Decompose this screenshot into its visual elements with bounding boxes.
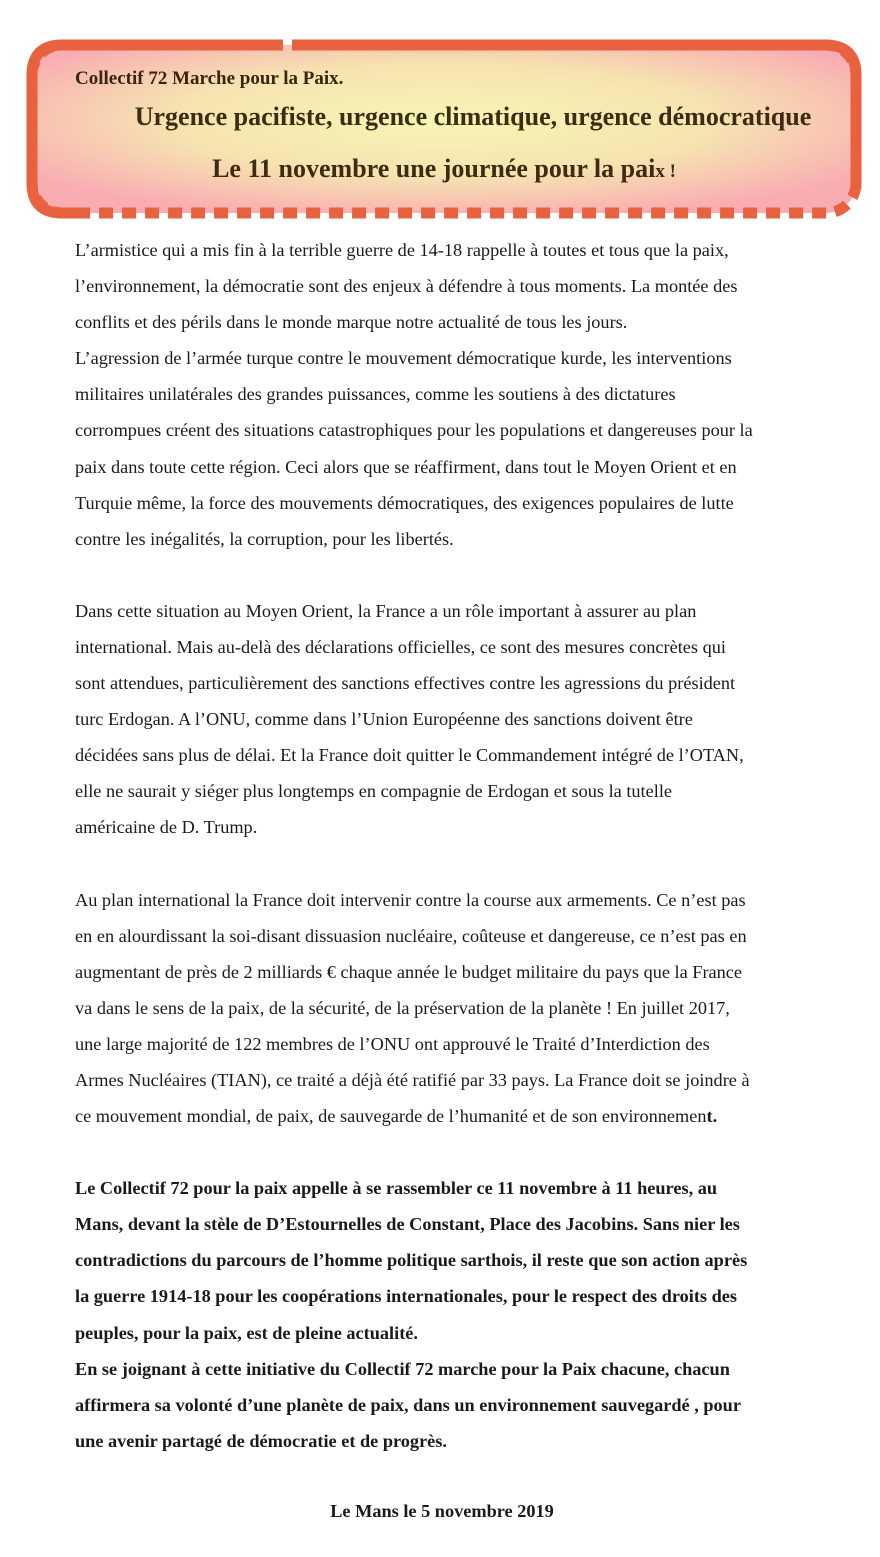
- headline-date-tail: x !: [655, 161, 676, 182]
- header-banner: [25, 38, 863, 220]
- paragraph-moyen-orient: Dans cette situation au Moyen Orient, la France a un rôle important à assurer au plan international. Mais au-delà des déclarations officielles, ce sont des mesures concrètes qui sont attendues, particulièrement des sanctions effectives contre les agressions du président turc Erdogan. A l’ONU, comme dans l’Union Européenne des sanctions doivent être décidées sans plus de délai. Et la France doit quitter le Commandement intégré de l’OTAN, elle ne saurait y siéger plus longtemps en compagnie de Erdogan et sous la tutelle américaine de D. Trump.: [75, 600, 744, 838]
- headline-urgences: Urgence pacifiste, urgence climatique, urgence démocratique: [134, 102, 812, 131]
- signature-date: Le Mans le 5 novembre 2019: [330, 1501, 554, 1521]
- paragraph-appel: Le Collectif 72 pour la paix appelle à se rassembler ce 11 novembre à 11 heures, au Mans, devant la stèle de D’Estournelles de Constant, Place des Jacobins. Sans nier les contradictions du parcours de l’homme politique sarthois, il reste que son action après la guerre 1914-18 pour les coopérations internationales, pour le respect des droits des peuples, pour la paix, est de pleine actualité. En se joignant à cette initiative du Collectif 72 marche pour la Paix chacune, chacun affirmera sa volonté d’une planète de paix, dans un environnement sauvegardé , pour une avenir partagé de démocratie et de progrès.: [75, 1178, 748, 1451]
- paragraph-armistice: L’armistice qui a mis fin à la terrible guerre de 14-18 rappelle à toutes et tous que la paix, l’environnement, la démocratie sont des enjeux à défendre à tous moments. La montée des conflits et des périls dans le monde marque notre actualité de tous les jours. L’agression de l’armée turque contre le mouvement démocratique kurde, les interventions militaires unilatérales des grandes puissances, comme les soutiens à des dictatures corrompues créent des situations catastrophiques pour les populations et dangereuses pour la paix dans toute cette région. Ceci alors que se réaffirment, dans tout le Moyen Orient et en Turquie même, la force des mouvements démocratiques, des exigences populaires de lutte contre les inégalités, la corruption, pour les libertés.: [75, 240, 753, 549]
- paragraph-gap: [75, 846, 855, 882]
- paragraph-armements: [75, 882, 855, 1135]
- paragraph-armements-text: Au plan international la France doit intervenir contre la course aux armements. Ce n’est pas en en alourdissant la soi-disant dissuasion nucléaire, coûteuse et dangereuse, ce n’est pas en augmentant de près de 2 milliards € chaque année le budget militaire du pays que la France va dans le sens de la paix, de la sécurité, de la préservation de la planète ! En juillet 2017, une large majorité de 122 membres de l’ONU ont approuvé le Traité d’Interdiction des Armes Nucléaires (TIAN), ce traité a déjà été ratifié par 33 pays. La France doit se joindre à ce mouvement mondial, de paix, de sauvegarde de l’humanité et de son environnemen: [75, 889, 750, 1127]
- article-body: [75, 232, 855, 1459]
- headline-date: [25, 154, 863, 184]
- headline-date-main: Le 11 novembre une journée pour la pai: [212, 154, 656, 183]
- organization-name: Collectif 72 Marche pour la Paix.: [75, 68, 344, 89]
- paragraph-gap: [75, 557, 855, 593]
- paragraph-gap: [75, 1134, 855, 1170]
- paragraph-armements-tail: t.: [706, 1106, 718, 1127]
